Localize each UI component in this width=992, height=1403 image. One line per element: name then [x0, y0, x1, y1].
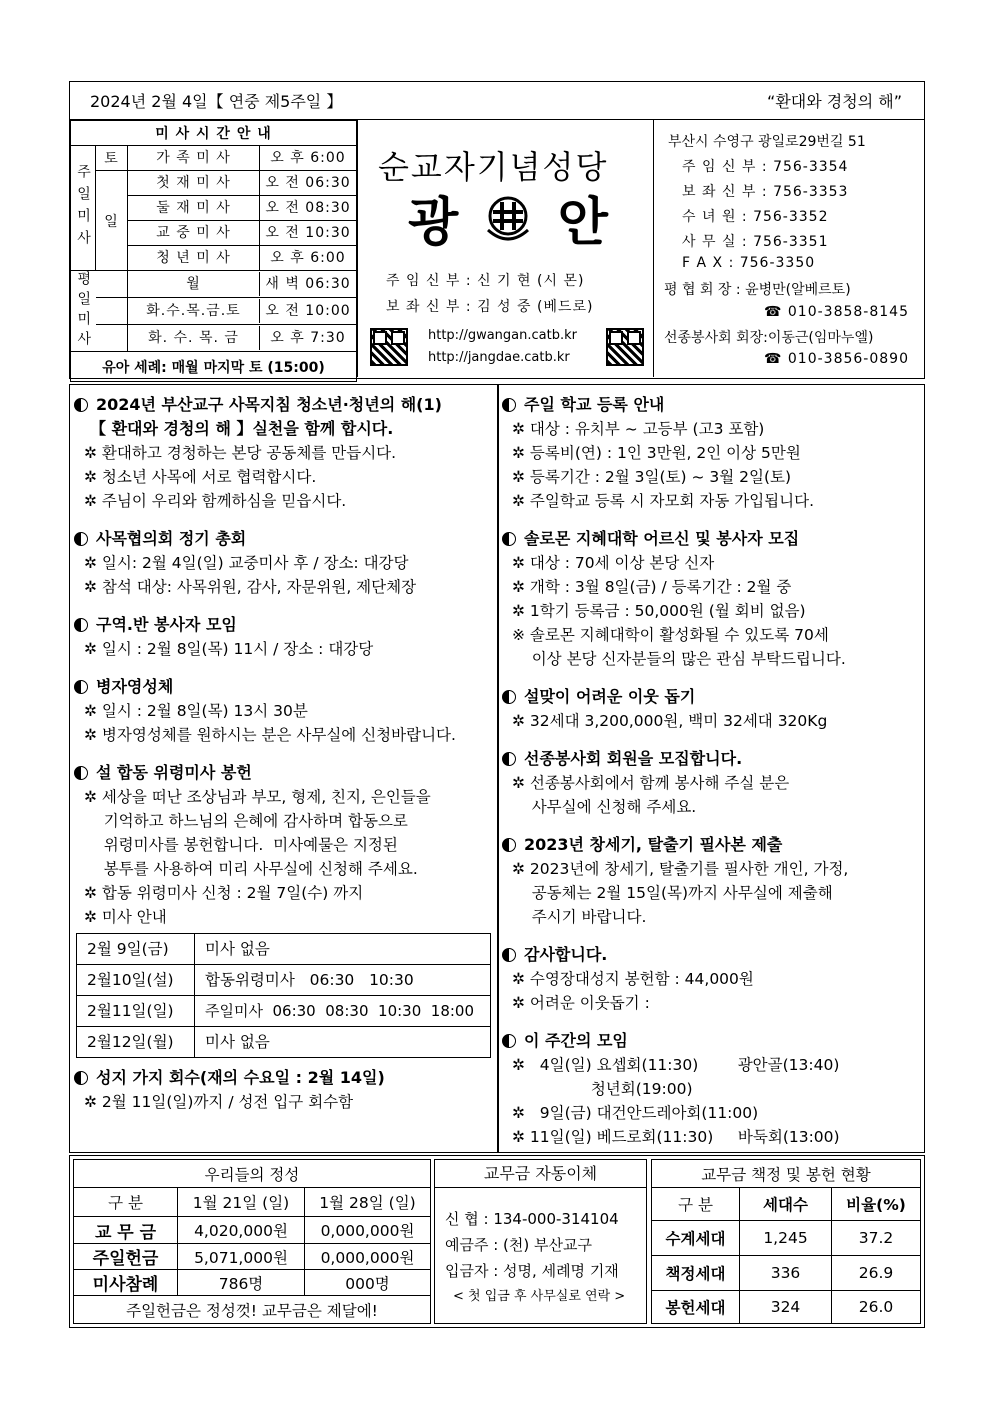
offering-footer: 주일헌금은 정성껏! 교무금은 제달에!	[74, 1296, 431, 1324]
table-cell: 교 무 금	[74, 1217, 178, 1244]
table-cell: 37.2	[832, 1221, 921, 1256]
assistant-pastor-line: 보 좌 신 부 : 김 성 중 (베드로)	[386, 299, 594, 315]
masthead	[69, 120, 925, 379]
list-item: ✲ 2월 11일(일)까지 / 성전 입구 회수함	[84, 1093, 354, 1111]
list-item: ✲ 선종봉사회에서 함께 봉사해 주실 분은	[512, 774, 790, 792]
table-cell: 2월12일(월)	[77, 1027, 195, 1058]
year-motto: “환대와 경청의 해”	[767, 92, 902, 111]
website-link[interactable]: http://gwangan.catb.kr	[428, 328, 577, 343]
list-item: ✲ 어려운 이웃돕기 :	[512, 994, 650, 1012]
list-item: ✲ 환대하고 경청하는 본당 공동체를 만듭시다.	[84, 444, 397, 462]
header-bar	[69, 81, 925, 120]
sunday-mass-label: 주일미사	[71, 146, 96, 271]
list-item: 공동체는 2월 15일(목)까지 사무실에 제출해	[512, 884, 833, 902]
column-divider	[497, 385, 499, 1152]
list-item: ✲ 참석 대상: 사목위원, 감사, 자문위원, 제단체장	[84, 578, 417, 596]
volunteer-chair: 선종봉사회 회장:이동근(임마누엘)	[664, 330, 874, 346]
list-item: 봉투를 사용하여 미리 사무실에 신청해 주세요.	[84, 860, 418, 878]
offering-title: 우리들의 정성	[74, 1160, 431, 1188]
right-column	[502, 393, 922, 1163]
table-cell: 324	[740, 1291, 832, 1324]
table-cell: 책정세대	[652, 1256, 740, 1291]
section-title: 성지 가지 회수(재의 수요일 : 2월 14일)	[96, 1068, 385, 1087]
table-cell: 2월11일(일)	[77, 996, 195, 1027]
section-title: 선종봉사회 회원을 모집합니다.	[524, 749, 743, 768]
mass-name: 둘 재 미 사	[128, 196, 260, 220]
half-circle-bullet-icon	[502, 752, 516, 766]
mass-times-table	[70, 120, 358, 377]
list-item: ✲ 병자영성체를 원하시는 분은 사무실에 신청바랍니다.	[84, 726, 456, 744]
table-header: 비율(%)	[832, 1188, 921, 1221]
list-item: ✲ 32세대 3,200,000원, 백미 32세대 320Kg	[512, 712, 828, 730]
table-cell: 주일미사 06:30 08:30 10:30 18:00	[195, 996, 491, 1027]
infant-baptism-note: 유아 세례: 매월 마지막 토 (15:00)	[71, 352, 357, 382]
table-header: 구 분	[652, 1188, 740, 1221]
mass-name: 화.수.목.금.토	[128, 299, 260, 323]
list-item: 기억하고 하느님의 은혜에 감사하며 합동으로	[84, 812, 408, 830]
list-item: ✲ 등록기간 : 2월 3일(토) ~ 3월 2일(토)	[512, 468, 792, 486]
table-cell: 5,071,000원	[178, 1244, 305, 1270]
table-cell: 4,020,000원	[178, 1217, 305, 1244]
saturday-label: 토	[96, 146, 128, 171]
weekday-mass-label: 평일미사	[71, 271, 96, 352]
bulletin-date: 2024년 2월 4일【 연중 제5주일 】	[90, 92, 343, 111]
mass-name: 교 중 미 사	[128, 221, 260, 245]
table-cell: 786명	[178, 1270, 305, 1296]
section-title: 주일 학교 등록 안내	[524, 395, 665, 414]
table-cell: 2월 9일(금)	[77, 934, 195, 965]
phone-line: 사 무 실 : 756-3351	[682, 234, 829, 250]
table-header: 1월 21일 (일)	[178, 1188, 305, 1217]
half-circle-bullet-icon	[74, 532, 88, 546]
table-cell: 미사참례	[74, 1270, 178, 1296]
section-title: 구역.반 봉사자 모임	[96, 615, 237, 634]
half-circle-bullet-icon	[74, 618, 88, 632]
transfer-note: 입금자 : 성명, 세례명 기재	[445, 1262, 619, 1280]
section-title: 감사합니다.	[524, 945, 608, 964]
dues-status-table	[651, 1159, 921, 1324]
parish-name-first: 광	[408, 192, 459, 253]
table-header: 구 분	[74, 1188, 178, 1217]
list-item: 주시기 바랍니다.	[512, 908, 647, 926]
table-row	[77, 934, 491, 965]
table-row	[652, 1221, 921, 1256]
table-row	[652, 1291, 921, 1324]
website-link[interactable]: http://jangdae.catb.kr	[428, 350, 570, 365]
parish-name-second: 안	[557, 192, 608, 253]
half-circle-bullet-icon	[502, 948, 516, 962]
list-item: ✲ 일시 : 2월 8일(목) 11시 / 장소 : 대강당	[84, 640, 374, 658]
list-item: ✲ 미사 안내	[84, 908, 167, 926]
section-subtitle: 【 환대와 경청의 해 】실천을 함께 합시다.	[90, 419, 394, 438]
half-circle-bullet-icon	[74, 680, 88, 694]
list-item: ✲ 청소년 사목에 서로 협력합시다.	[84, 468, 317, 486]
half-circle-bullet-icon	[74, 398, 88, 412]
table-cell: 26.9	[832, 1256, 921, 1291]
phone-line: 수 녀 원 : 756-3352	[682, 209, 829, 225]
offering-table	[73, 1159, 431, 1324]
table-header: 세대수	[740, 1188, 832, 1221]
list-item: ※ 솔로몬 지혜대학이 활성화될 수 있도록 70세	[512, 626, 829, 644]
section-title: 이 주간의 모임	[524, 1031, 628, 1050]
mass-time: 새 벽 06:30	[265, 276, 351, 292]
half-circle-bullet-icon	[502, 532, 516, 546]
mass-name: 청 년 미 사	[128, 246, 260, 270]
table-cell: 336	[740, 1256, 832, 1291]
transfer-title: 교무금 자동이체	[435, 1160, 646, 1188]
transfer-holder: 예금주 : (천) 부산교구	[445, 1236, 592, 1254]
mass-time: 오 후 6:00	[270, 150, 346, 166]
list-item: ✲ 9일(금) 대건안드레아회(11:00)	[512, 1104, 759, 1122]
mass-name: 첫 재 미 사	[128, 171, 260, 195]
list-item: ✲ 수영장대성지 봉헌함 : 44,000원	[512, 970, 754, 988]
mass-time: 오 전 08:30	[265, 200, 351, 216]
list-item: ✲ 일시: 2월 4일(일) 교중미사 후 / 장소: 대강당	[84, 554, 409, 572]
half-circle-bullet-icon	[74, 1071, 88, 1085]
table-cell: 000명	[305, 1270, 431, 1296]
transfer-contact-note: < 첫 입금 후 사무실로 연락 >	[453, 1289, 626, 1304]
table-row	[77, 1027, 491, 1058]
list-item: ✲ 11일(일) 베드로회(11:30) 바둑회(13:00)	[512, 1128, 840, 1146]
table-cell: 0,000,000원	[305, 1217, 431, 1244]
list-item: ✲ 합동 위령미사 신청 : 2월 7일(수) 까지	[84, 884, 364, 902]
section-title: 솔로몬 지혜대학 어르신 및 봉사자 모집	[524, 529, 800, 548]
section-title: 병자영성체	[96, 677, 174, 696]
table-row	[77, 996, 491, 1027]
qr-code-icon[interactable]	[606, 328, 644, 366]
table-cell: 26.0	[832, 1291, 921, 1324]
table-cell: 2월10일(설)	[77, 965, 195, 996]
list-item: ✲ 세상을 떠난 조상님과 부모, 형제, 친지, 은인들을	[84, 788, 431, 806]
list-item: ✲ 주일학교 등록 시 자모회 자동 가입됩니다.	[512, 492, 815, 510]
section-title: 설 합동 위령미사 봉헌	[96, 763, 252, 782]
table-cell: 합동위령미사 06:30 10:30	[195, 965, 491, 996]
mass-time: 오 후 7:30	[270, 330, 346, 346]
list-item: ✲ 주님이 우리와 함께하심을 믿읍시다.	[84, 492, 347, 510]
section-title: 설맞이 어려운 이웃 돕기	[524, 687, 696, 706]
table-header: 1월 28일 (일)	[305, 1188, 431, 1217]
half-circle-bullet-icon	[502, 398, 516, 412]
half-circle-bullet-icon	[502, 838, 516, 852]
mass-times-title: 미 사 시 간 안 내	[71, 121, 357, 146]
list-item: 청년회(19:00)	[512, 1080, 693, 1098]
list-item: ✲ 등록비(연) : 1인 3만원, 2인 이상 5만원	[512, 444, 801, 462]
list-item: 이상 본당 신자분들의 많은 관심 부탁드립니다.	[512, 650, 846, 668]
list-item: 사무실에 신청해 주세요.	[512, 798, 697, 816]
table-cell: 미사 없음	[195, 1027, 491, 1058]
list-item: ✲ 대상 : 70세 이상 본당 신자	[512, 554, 715, 572]
table-cell: 미사 없음	[195, 934, 491, 965]
contact-block	[653, 120, 925, 377]
section-title: 2024년 부산교구 사목지침 청소년·청년의 해(1)	[96, 395, 442, 414]
table-cell: 1,245	[740, 1221, 832, 1256]
qr-code-icon[interactable]	[370, 328, 408, 366]
mass-time: 오 전 10:30	[265, 225, 351, 241]
table-cell: 주일헌금	[74, 1244, 178, 1270]
table-cell: 수계세대	[652, 1221, 740, 1256]
left-column	[74, 393, 494, 1128]
auto-transfer-box	[434, 1159, 647, 1324]
table-row	[652, 1256, 921, 1291]
list-item: 위령미사를 봉헌합니다. 미사예물은 지정된	[84, 836, 398, 854]
table-row	[74, 1217, 431, 1244]
finance-section	[69, 1155, 925, 1328]
weekday-monday-label: 월	[128, 272, 260, 296]
table-cell: 0,000,000원	[305, 1244, 431, 1270]
mass-time: 오 전 06:30	[265, 175, 351, 191]
half-circle-bullet-icon	[502, 690, 516, 704]
half-circle-bullet-icon	[74, 766, 88, 780]
transfer-account: 신 협 : 134-000-314104	[445, 1210, 619, 1228]
announcements	[69, 384, 925, 1153]
mass-schedule-table	[76, 933, 491, 1058]
list-item: ✲ 2023년에 창세기, 탈출기를 필사한 개인, 가정,	[512, 860, 849, 878]
parish-subtitle: 순교자기념성당	[378, 148, 609, 186]
table-row	[74, 1270, 431, 1296]
council-chair: 평 협 회 장 : 윤병만(알베르토)	[664, 282, 851, 298]
section-title: 2023년 창세기, 탈출기 필사본 제출	[524, 835, 783, 854]
mass-name: 화. 수. 목. 금	[128, 326, 260, 350]
half-circle-bullet-icon	[502, 1034, 516, 1048]
table-row	[77, 965, 491, 996]
list-item: ✲ 개학 : 3월 8일(금) / 등록기간 : 2월 중	[512, 578, 792, 596]
mass-time: 오 후 6:00	[270, 250, 346, 266]
table-row	[74, 1244, 431, 1270]
status-title: 교무금 책정 및 봉헌 현황	[652, 1160, 921, 1188]
phone-line: 주 임 신 부 : 756-3354	[682, 159, 849, 175]
list-item: ✲ 4일(일) 요셉회(11:30) 광안골(13:40)	[512, 1056, 840, 1074]
mass-name: 가 족 미 사	[128, 146, 260, 170]
volunteer-chair-phone: ☎ 010-3856-0890	[764, 351, 909, 367]
table-cell: 봉헌세대	[652, 1291, 740, 1324]
parish-emblem-icon	[480, 190, 536, 246]
phone-line: 보 좌 신 부 : 756-3353	[682, 184, 849, 200]
pastor-line: 주 임 신 부 : 신 기 현 (시 몬)	[386, 273, 585, 289]
sunday-label: 일	[96, 171, 128, 271]
fax-line: F A X : 756-3350	[682, 255, 816, 271]
list-item: ✲ 1학기 등록금 : 50,000원 (월 회비 없음)	[512, 602, 806, 620]
parish-title-block	[358, 120, 653, 377]
council-chair-phone: ☎ 010-3858-8145	[764, 304, 909, 320]
list-item: ✲ 대상 : 유치부 ~ 고등부 (고3 포함)	[512, 420, 765, 438]
mass-time: 오 전 10:00	[265, 303, 351, 319]
list-item: ✲ 일시 : 2월 8일(목) 13시 30분	[84, 702, 308, 720]
parish-address: 부산시 수영구 광일로29번길 51	[668, 134, 866, 150]
section-title: 사목협의회 정기 총회	[96, 529, 247, 548]
